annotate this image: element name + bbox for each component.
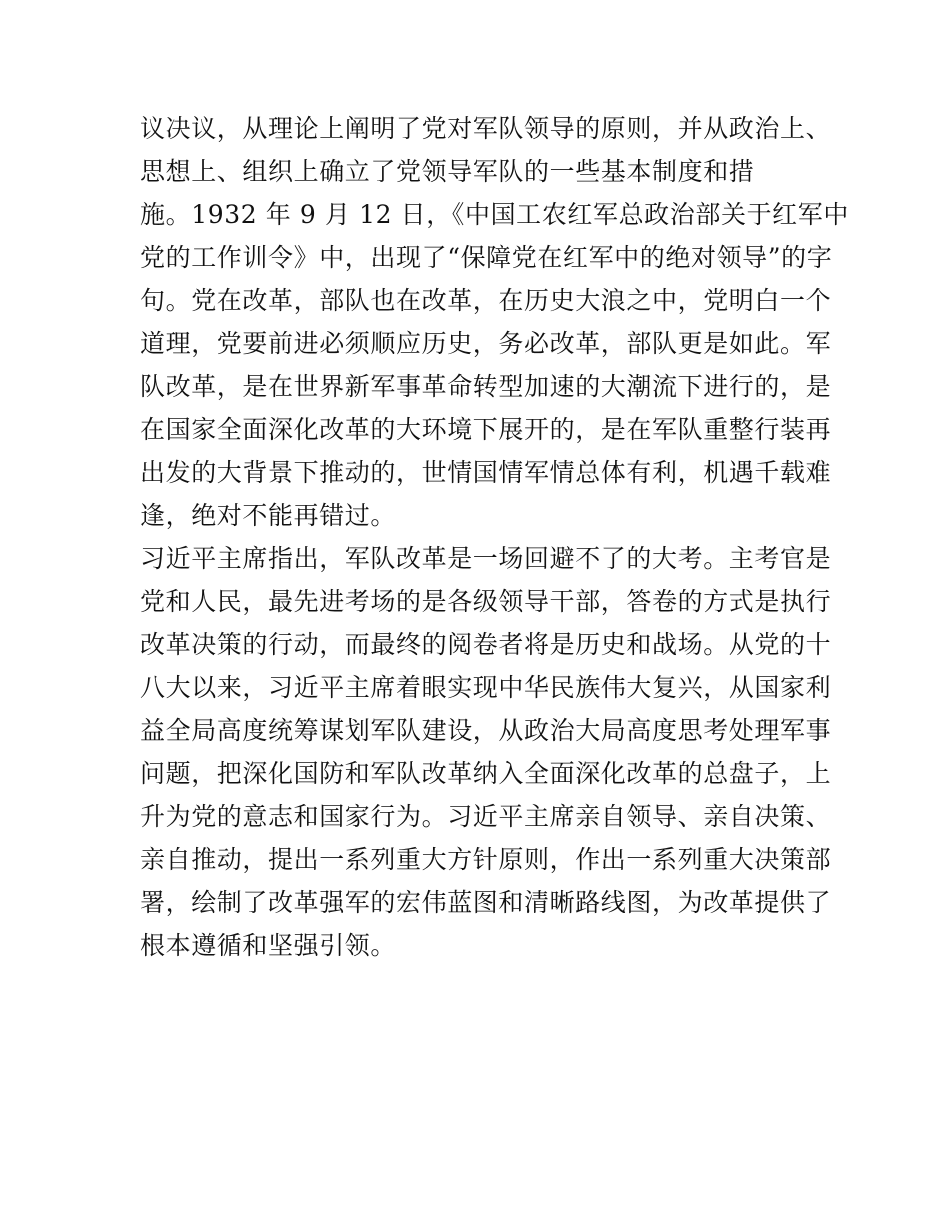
text-line: 议决议，从理论上阐明了党对军队领导的原则，并从政治上、	[140, 114, 832, 143]
text-line: 署，绘制了改革强军的宏伟蓝图和清晰路线图，为改革提供了	[140, 888, 832, 917]
text-line: 思想上、组织上确立了党领导军队的一些基本制度和措	[140, 157, 755, 186]
text-line: 出发的大背景下推动的，世情国情军情总体有利，机遇千载难	[140, 458, 832, 487]
text-line: 在国家全面深化改革的大环境下展开的，是在军队重整行装再	[140, 415, 832, 444]
text-line: 队改革，是在世界新军事革命转型加速的大潮流下进行的，是	[140, 372, 832, 401]
text-line: 亲自推动，提出一系列重大方针原则，作出一系列重大决策部	[140, 845, 832, 874]
text-line: 问题，把深化国防和军队改革纳入全面深化改革的总盘子，上	[140, 759, 832, 788]
text-line: 改革决策的行动，而最终的阅卷者将是历史和战场。从党的十	[140, 630, 832, 659]
text-line: 党的工作训令》中，出现了“保障党在红军中的绝对领导”的字	[140, 243, 833, 272]
text-line: 逢，绝对不能再错过。	[140, 501, 397, 530]
text-line: 道理，党要前进必须顺应历史，务必改革，部队更是如此。军	[140, 329, 832, 358]
text-line: 八大以来，习近平主席着眼实现中华民族伟大复兴，从国家利	[140, 673, 832, 702]
text-line: 施。1932 年 9 月 12 日，《中国工农红军总政治部关于红军中	[140, 200, 849, 229]
text-line: 益全局高度统筹谋划军队建设，从政治大局高度思考处理军事	[140, 716, 832, 745]
text-line: 根本遵循和坚强引领。	[140, 931, 397, 960]
text-line: 习近平主席指出，军队改革是一场回避不了的大考。主考官是	[140, 544, 832, 573]
text-line: 升为党的意志和国家行为。习近平主席亲自领导、亲自决策、	[140, 802, 832, 831]
text-line: 党和人民，最先进考场的是各级领导干部，答卷的方式是执行	[140, 587, 832, 616]
text-line: 句。党在改革，部队也在改革，在历史大浪之中，党明白一个	[140, 286, 832, 315]
body-text	[140, 107, 849, 967]
